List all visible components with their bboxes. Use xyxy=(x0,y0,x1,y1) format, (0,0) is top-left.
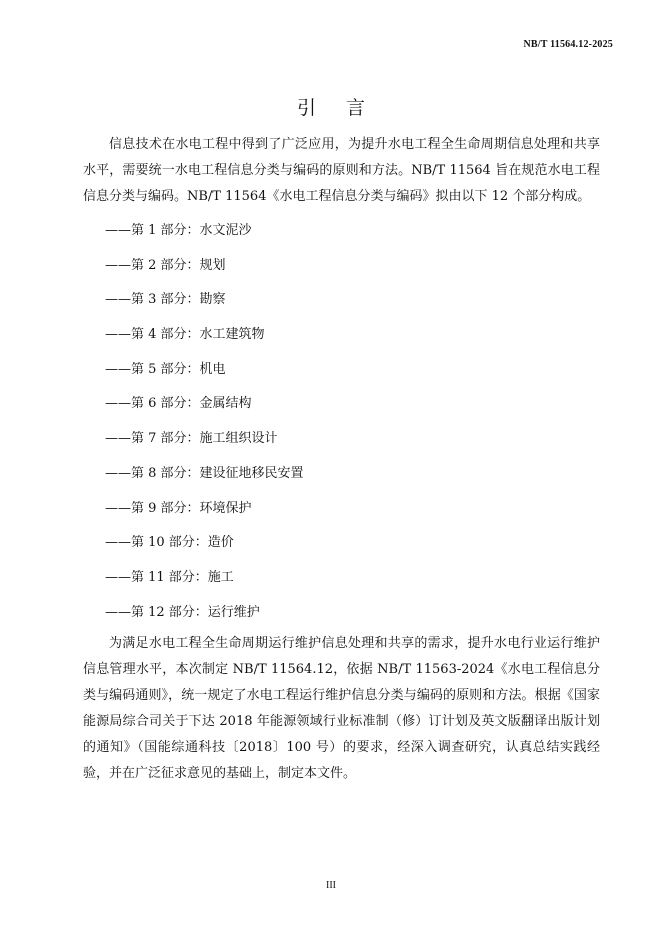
list-item: ——第 4 部分：水工建筑物 xyxy=(105,327,265,343)
list-item: ——第 7 部分：施工组织设计 xyxy=(105,431,278,447)
page-title: 引言 xyxy=(296,97,395,119)
intro-paragraph: 信息技术在水电工程中得到了广泛应用，为提升水电工程全生命周期信息处理和共享水平，需要统一水电工程信息分类与编码的原则和方法。NB/T 11564 旨在规范水电工程信息分类与编码。NB/T 11564《水电工程信息分类与编码》拟由以下 12 个部分构成。 xyxy=(83,137,600,204)
list-item: ——第 8 部分：建设征地移民安置 xyxy=(105,465,304,481)
list-item: ——第 1 部分：水文泥沙 xyxy=(105,223,252,238)
closing-paragraph: 为满足水电工程全生命周期运行维护信息处理和共享的需求，提升水电行业运行维护信息管理水平，本次制定 NB/T 11564.12，依据 NB/T 11563-2024《水电工程信息分类与编码通则》，统一规定了水电工程运行维护信息分类与编码的原则和方法。根据《国家能源局综合司关于下达 2018 年能源领域行业标准制（修）订计划及英文版翻译出版计划的通知》（国能综通科技〔2018〕100 号）的要求，经深入调查研究，认真总结实践经验，并在广泛征求意见的基础上，制定本文件。 xyxy=(83,636,600,781)
list-item: ——第 2 部分：规划 xyxy=(105,257,226,273)
parts-list xyxy=(105,219,304,635)
list-item: ——第 5 部分：机电 xyxy=(105,361,226,377)
list-item: ——第 12 部分：运行维护 xyxy=(105,604,260,620)
list-item: ——第 10 部分：造价 xyxy=(105,535,234,551)
list-item: ——第 9 部分：环境保护 xyxy=(105,500,252,516)
page-number: III xyxy=(326,880,336,891)
list-item: ——第 6 部分：金属结构 xyxy=(105,396,252,412)
standard-code: NB/T 11564.12-2025 xyxy=(523,39,613,50)
list-item: ——第 11 部分：施工 xyxy=(105,569,234,585)
list-item: ——第 3 部分：勘察 xyxy=(105,292,226,308)
